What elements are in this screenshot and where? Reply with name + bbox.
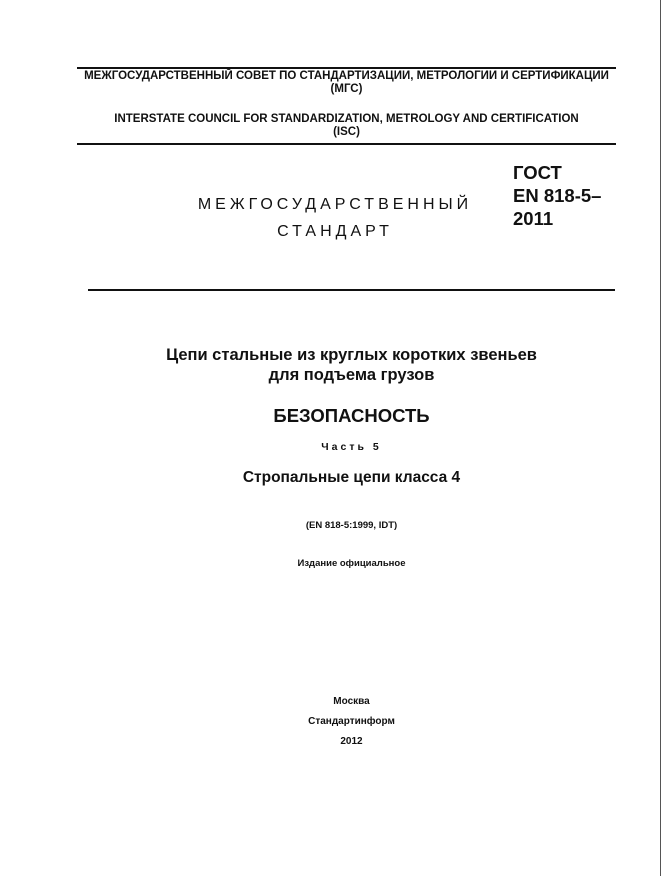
council-abbreviation-en: (ISC) xyxy=(333,126,360,138)
document-subject: БЕЗОПАСНОСТЬ xyxy=(273,405,430,426)
council-name-ru xyxy=(77,70,616,96)
council-name-ru-line1: МЕЖГОСУДАРСТВЕННЫЙ СОВЕТ ПО СТАНДАРТИЗАЦИИ, МЕТРОЛОГИИ И СЕРТИФИКАЦИИ xyxy=(84,70,609,82)
designation-line1: ГОСТ xyxy=(513,162,562,183)
standard-type-line2: СТАНДАРТ xyxy=(277,223,393,240)
top-rule xyxy=(77,67,616,69)
imprint-year: 2012 xyxy=(340,736,363,747)
header-bottom-rule xyxy=(77,143,616,145)
page-edge-line xyxy=(660,0,661,876)
designation-rule xyxy=(88,289,615,291)
imprint-city: Москва xyxy=(333,696,370,707)
council-abbreviation-ru: (МГС) xyxy=(330,83,363,95)
council-name-en-line1: INTERSTATE COUNCIL FOR STANDARDIZATION, METROLOGY AND CERTIFICATION xyxy=(114,113,579,125)
document-title xyxy=(88,345,615,385)
document-title-line1: Цепи стальные из круглых коротких звеньев xyxy=(166,346,537,364)
designation-line2: EN 818-5– xyxy=(513,185,602,206)
standard-designation xyxy=(513,161,601,230)
council-name-en xyxy=(77,113,616,139)
imprint xyxy=(88,692,615,752)
en-reference: (EN 818-5:1999, IDT) xyxy=(305,520,398,531)
part-number: Часть 5 xyxy=(321,441,382,453)
designation-line3: 2011 xyxy=(513,208,554,229)
imprint-publisher: Стандартинформ xyxy=(308,716,395,727)
standard-type-line1: МЕЖГОСУДАРСТВЕННЫЙ xyxy=(197,196,473,213)
part-title: Стропальные цепи класса 4 xyxy=(242,469,461,486)
edition-note: Издание официальное xyxy=(297,558,406,569)
document-title-line2: для подъема грузов xyxy=(268,366,435,384)
